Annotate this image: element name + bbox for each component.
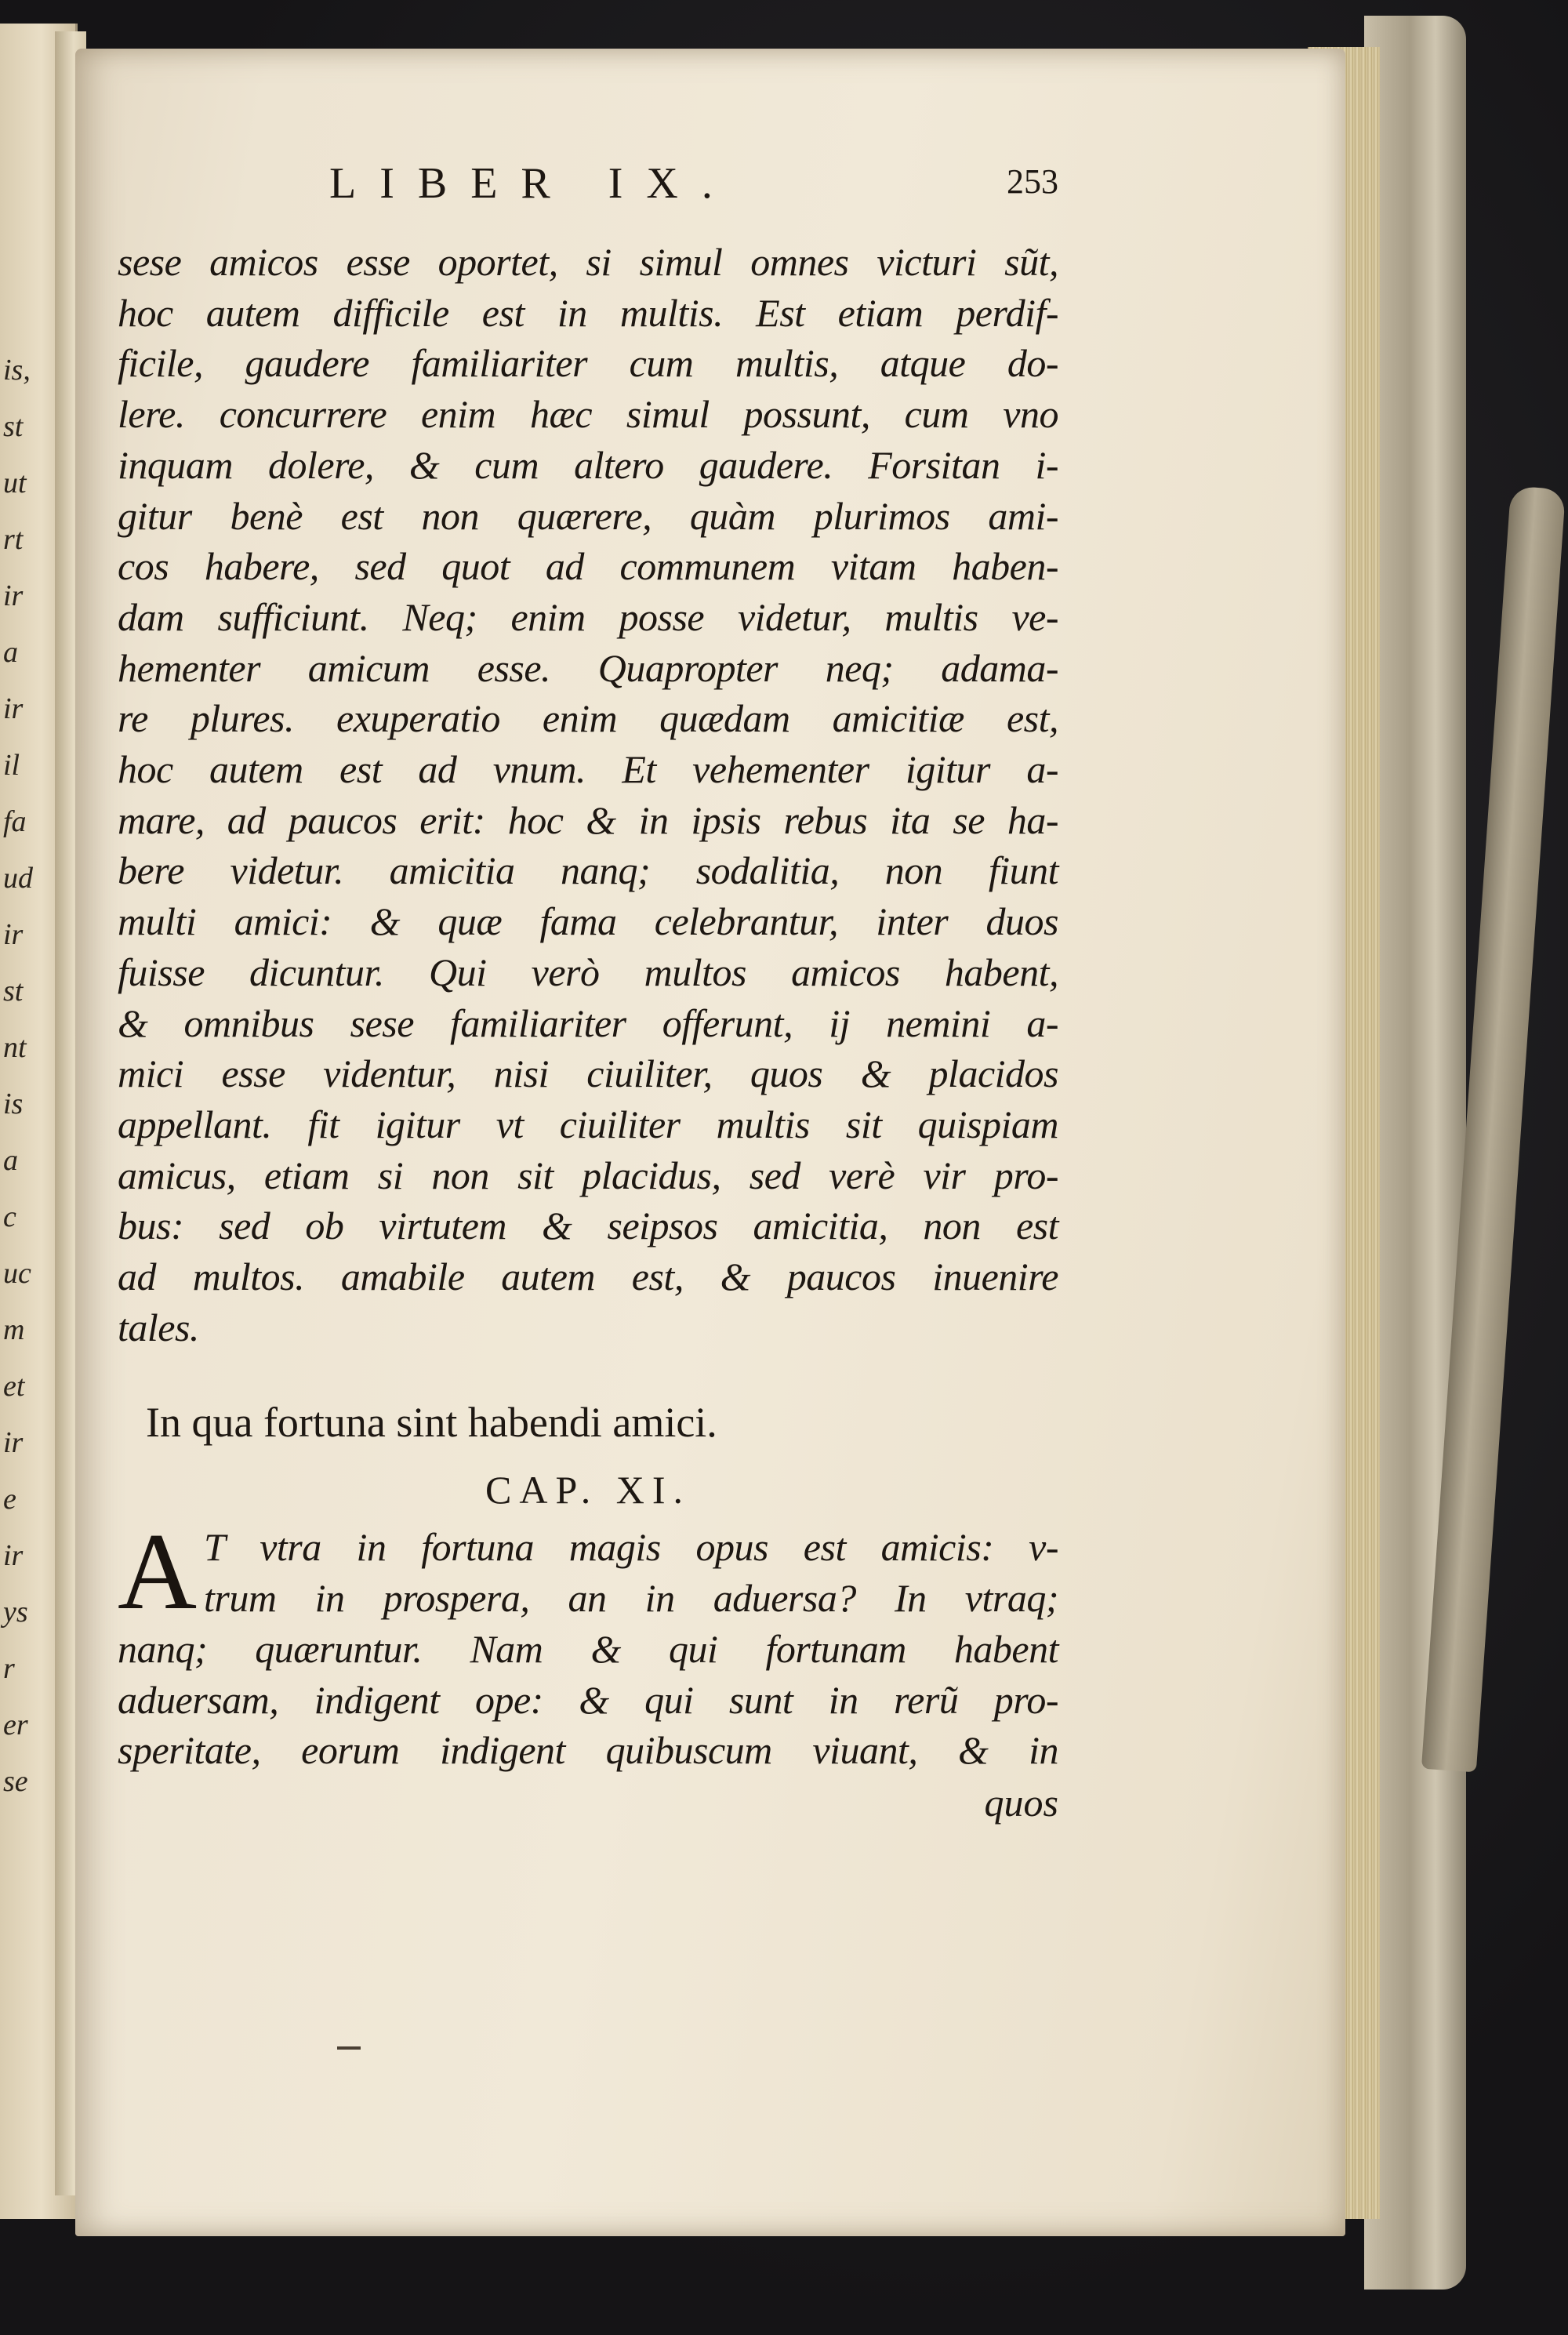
running-title: LIBER IX. xyxy=(329,159,736,208)
text-line: hementer amicum esse. Quapropter neq; adama- xyxy=(118,645,1058,690)
chapter-paragraph xyxy=(118,1511,1058,1776)
text-line: fuisse dicuntur. Qui verò multos amicos habent, xyxy=(118,950,1058,994)
text-line: mare, ad paucos erit: hoc & in ipsis rebus ita se ha- xyxy=(118,797,1058,842)
text-line: ad multos. amabile autem est, & paucos inuenire xyxy=(118,1255,1058,1299)
margin-fragment: c xyxy=(3,1200,16,1233)
catchword: quos xyxy=(984,1780,1058,1825)
margin-fragment: ir xyxy=(3,579,24,612)
margin-fragment: ut xyxy=(3,467,27,499)
margin-fragment: fa xyxy=(3,805,27,838)
text-line: speritate, eorum indigent quibuscum viuant, & in xyxy=(118,1728,1058,1773)
margin-fragment: et xyxy=(3,1370,25,1403)
text-line: multi amici: & quæ fama celebrantur, inter duos xyxy=(118,899,1058,944)
margin-fragment: m xyxy=(3,1313,25,1346)
text-line: lere. concurrere enim hæc simul possunt, cum vno xyxy=(118,392,1058,437)
text-line: hoc autem difficile est in multis. Est etiam perdif- xyxy=(118,290,1058,335)
text-line: sese amicos esse oportet, si simul omnes victuri sũt, xyxy=(118,240,1058,284)
text-line: tales. xyxy=(118,1305,199,1349)
text-line: ficile, gaudere familiariter cum multis, atque do- xyxy=(118,341,1058,386)
text-line: aduersam, indigent ope: & qui sunt in rerũ pro- xyxy=(118,1677,1058,1722)
text-line: dam sufficiunt. Neq; enim posse videtur, multis ve- xyxy=(118,594,1058,639)
margin-fragment: ys xyxy=(3,1596,28,1629)
margin-fragment: er xyxy=(3,1709,28,1741)
body-text xyxy=(118,237,1058,1353)
margin-fragment: se xyxy=(3,1765,28,1798)
margin-fragment: rt xyxy=(3,523,24,556)
margin-fragment: nt xyxy=(3,1031,27,1064)
margin-fragment: is xyxy=(3,1088,24,1120)
text-line: appellant. fit igitur vt ciuiliter multis sit quispiam xyxy=(118,1102,1058,1146)
margin-fragment: a xyxy=(3,1144,18,1177)
margin-fragment: ud xyxy=(3,862,33,895)
text-line: & omnibus sese familiariter offerunt, ij nemini a- xyxy=(118,1000,1058,1045)
text-line: T vtra in fortuna magis opus est amicis: v- xyxy=(204,1525,1058,1570)
text-line: nanq; quæruntur. Nam & qui fortunam habent xyxy=(118,1626,1058,1671)
margin-fragment: ir xyxy=(3,918,24,951)
margin-fragment: e xyxy=(3,1483,16,1516)
text-line: re plures. exuperatio enim quædam amicitiæ est, xyxy=(118,696,1058,741)
text-line: amicus, etiam si non sit placidus, sed verè vir pro- xyxy=(118,1153,1058,1197)
text-line: gitur benè est non quærere, quàm plurimos ami- xyxy=(118,493,1058,538)
drop-cap: A xyxy=(118,1511,198,1633)
running-head xyxy=(118,158,1058,229)
text-block xyxy=(118,158,1058,1828)
margin-fragment: ir xyxy=(3,1426,24,1459)
text-line: hoc autem est ad vnum. Et vehementer igitur a- xyxy=(118,747,1058,792)
text-line: inquam dolere, & cum altero gaudere. Forsitan i- xyxy=(118,442,1058,487)
text-line: bus: sed ob virtutem & seipsos amicitia, non est xyxy=(118,1204,1058,1248)
margin-fragment: a xyxy=(3,636,18,669)
book-page xyxy=(75,49,1345,2236)
chapter-label: CAP. XI. xyxy=(485,1468,691,1512)
page-number: 253 xyxy=(1007,162,1058,201)
text-line: bere videtur. amicitia nanq; sodalitia, non fiunt xyxy=(118,848,1058,893)
margin-fragment: ir xyxy=(3,692,24,725)
margin-fragment: uc xyxy=(3,1257,31,1290)
signature-mark xyxy=(337,2046,361,2050)
section-heading: In qua fortuna sint habendi amici. xyxy=(146,1399,717,1447)
margin-fragment: is, xyxy=(3,354,31,387)
text-line: trum in prospera, an in aduersa? In vtraq; xyxy=(204,1576,1058,1621)
text-line: cos habere, sed quot ad communem vitam haben- xyxy=(118,544,1058,589)
margin-fragment: st xyxy=(3,410,24,443)
margin-fragment: ir xyxy=(3,1539,24,1572)
margin-fragment: il xyxy=(3,749,20,782)
margin-fragment: r xyxy=(3,1652,15,1685)
text-line: mici esse videntur, nisi ciuiliter, quos & placidos xyxy=(118,1051,1058,1096)
margin-fragment: st xyxy=(3,975,24,1008)
